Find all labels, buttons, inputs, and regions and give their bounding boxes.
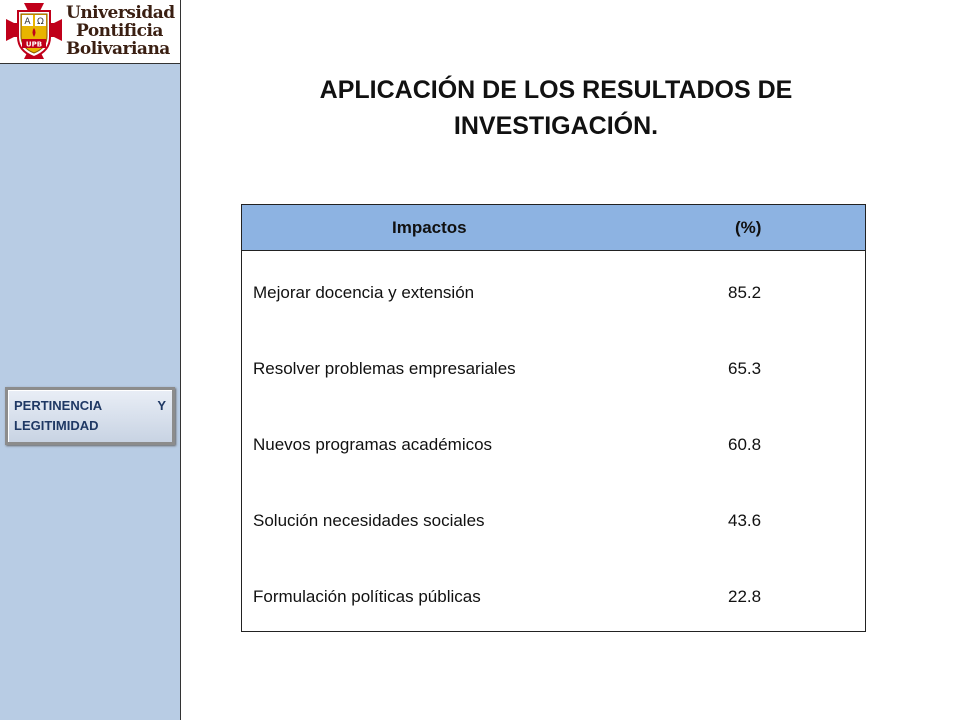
slide-title-line-1: APLICACIÓN DE LOS RESULTADOS DE xyxy=(319,76,793,104)
crest-upb-text: UPB xyxy=(25,40,43,49)
row-value: 60.8 xyxy=(728,435,762,454)
header-impactos: Impactos xyxy=(392,218,467,237)
sidebar-button-label: PERTINENCIA Y LEGITIMIDAD xyxy=(14,398,166,433)
row-label: Mejorar docencia y extensión xyxy=(253,283,475,302)
row-value: 22.8 xyxy=(728,587,762,606)
impacts-table xyxy=(241,204,866,632)
logo-line-3: Bolivariana xyxy=(66,39,170,59)
crest-omega-text: Ω xyxy=(37,17,44,27)
row-label: Formulación políticas públicas xyxy=(253,587,481,606)
row-label: Solución necesidades sociales xyxy=(253,511,485,530)
slide-title-line-2: INVESTIGACIÓN. xyxy=(453,112,659,140)
pertinencia-legitimidad-button[interactable] xyxy=(5,387,175,445)
row-value: 65.3 xyxy=(728,359,762,378)
university-logo xyxy=(0,0,181,64)
row-label: Nuevos programas académicos xyxy=(253,435,493,454)
university-name xyxy=(66,4,175,58)
university-crest-icon xyxy=(6,3,62,59)
slide-title xyxy=(240,72,872,144)
table-row xyxy=(242,331,865,407)
logo-line-1: Universidad xyxy=(66,3,175,23)
crest-alpha-text: A xyxy=(24,17,31,27)
row-value: 85.2 xyxy=(728,283,762,302)
logo-line-2: Pontificia xyxy=(76,21,163,41)
row-value: 43.6 xyxy=(728,511,762,530)
table-row xyxy=(242,559,865,635)
row-label: Resolver problemas empresariales xyxy=(253,359,516,378)
table-row xyxy=(242,483,865,559)
table-row xyxy=(242,407,865,483)
table-row xyxy=(242,255,865,331)
sidebar xyxy=(0,64,181,720)
header-percent: (%) xyxy=(735,218,762,237)
table-header xyxy=(242,205,865,251)
